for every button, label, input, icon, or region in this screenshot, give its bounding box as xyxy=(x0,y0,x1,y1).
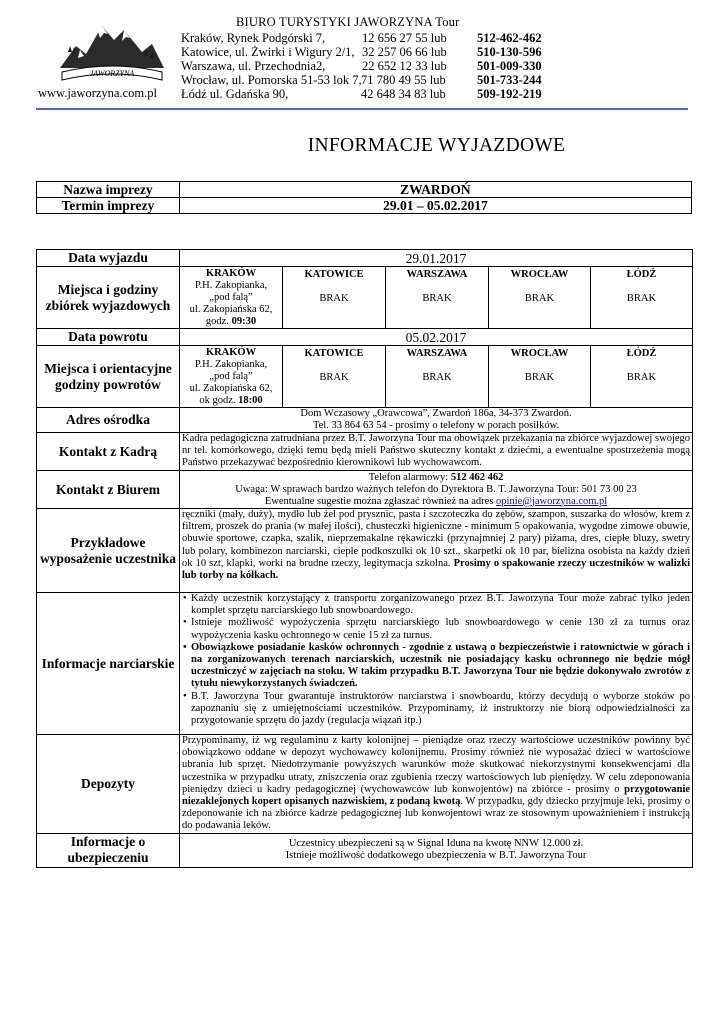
insurance-label: Informacje o ubezpieczeniu xyxy=(37,833,180,867)
staff-contact-label: Kontakt z Kadrą xyxy=(37,433,180,471)
return-warszawa: WARSZAWA BRAK xyxy=(386,346,489,408)
office-contact-label: Kontakt z Biurem xyxy=(37,471,180,509)
return-wroclaw: WROCŁAW BRAK xyxy=(489,346,591,408)
document-page: JAWORZYNA www.jaworzyna.com.pl BIURO TURYSTYKI JAWORZYNA Tour Kraków, Rynek Podgórski 7, 12 656 27 55 lub 512-462-462 Katowice, ul. Żwirki i Wigury 2/1, 32 257 06 66 lub 510-130-596 Warszawa, ul. Przechodnia2, 22 652 12 33 lub 501-009-330 Wrocław, ul. Pomorska 51-53 lok 7, 71 780 49 55 lub 501-733-244 Łódź ul. Gdańska 90, 42 648 34 83 lub 509-192-219 INFORMACJE WYJAZDOWE Nazwa imprezy ZWARDOŃ Termin imprezy 29.01 – 05.02.2017 Data wyjazdu 29.01.2017 Miejsca i godziny zbiórek wyjazdowych KRAKÓW P.H. Zakopianka, „pod falą” ul. Zakopiańska 62, godz. 09:30 KATOWICE BRAK WARSZAWA BRAK WROCŁAW BRAK ŁÓDŹ BRAK Data powrotu 05.02.2017 Miejsca i orientacyjne godziny powrotów KRAKÓW P.H. Zakopianka, „pod falą” ul. Zakopiańska 62, ok godz. 18:00 KATOWICE BRAK WARSZAWA BRAK WROCŁAW BRAK ŁÓDŹ BRAK Adres ośrodka Dom Wczasowy „Orawcowa”, Zwardoń 186a, 34-373 Zwardoń. Tel. 33 864 63 54 - prosimy o telefony w porach posiłków. Kontakt z Kadrą Kadra pedagogiczna zatrudniana przez B.T. Jaworzyna Tour ma obowiązek przekazania na zbiórce wyjazdowej swojego nr tel. komórkowego, dzięki temu będą mieli Państwo skuteczny kontakt z dziećmi, a ewentualne spostrzeżenia mogą Państwo przekazywać bezpośrednio kierownikowi lub wychowawcom. Kontakt z Biurem Telefon alarmowy: 512 462 462 Uwaga: W sprawach bardzo ważnych telefon do Dyrektora B. T. Jaworzyna Tour: 501 73 00 23 Ewentualne sugestie można zgłaszać również na adres opinie@jaworzyna.com.pl Przykładowe wyposażenie uczestnika ręczniki (mały, duży), mydło lub żel pod prysznic, pasta i szczoteczka do zębów, szampon, suszarka do włosów, krem z filtrem, proszek do prania (w małej ilości), chusteczki higieniczne - minimum 5 opakowania, wygodne zimowe obuwie, obuwie sportowe, czapka, szalik, nieprzemakalne rękawiczki (przynajmniej 2 pary) piżama, dres, ciepłe bluzy, swetry lub polary, kombinezon narciarski, ciepłe podkoszulki ok 10 szt., skarpetki ok 10 par, bielizna osobista na każdy dzień ok 10 szt, klapki, worki na brudne rzeczy, legitymacja szkolna. Prosimy o spakowanie rzeczy uczestników w walizki lub torby na kółkach. Informacje narciarskie • Każdy uczestnik korzystający z transportu zorganizowanego przez B.T. Jaworzyna Tour może zabrać tylko jeden komplet sprzętu narciarskiego lub snowboardowego. • Istnieje możliwość wypożyczenia sprzętu narciarskiego lub snowboardowego w cenie 130 zł za turnus oraz wypożyczenia kasku ochronnego w cenie 15 zł za turnus. • Obowiązkowe posiadanie kasków ochronnych - zgodnie z ustawą o bezpieczeństwie i ratownictwie w górach i na zorganizowanych terenach narciarskich, uczestnik nie posiadający kasku ochronnego nie będzie mógł uczestniczyć w zajęciach na stoku. W takim przypadku B.T. Jaworzyna Tour nie będzie dokonywało zwrotów z tytułu niewykorzystanych świadczeń. • B.T. Jaworzyna Tour gwarantuje instruktorów narciarstwa i snowboardu, którzy decydują o wyborze stoków po zapoznaniu się z umiejętnościami uczestników. Przypominamy, iż instruktorzy nie biorą odpowiedzialności za przygotowanie sprzętu do jazdy (regulacja wiązań itp.) Depozyty Przypominamy, iż wg regulaminu z karty kolonijnej – pieniądze oraz rzeczy wartościowe uczestników powinny być obowiązkowo oddane w depozyt wychowawcy kolonijnemu. Prosimy również nie wyposażać dzieci w wartościowe ubrania lub sprzęt. Niedotrzymanie powyższych warunków może skutkować niekorzystnymi konsekwencjami dla uczestnika w przypadku utraty, zniszczenia oraz zgubienia rzeczy wartościowych lub pieniędzy. W celu zdeponowania pieniędzy dzieci u kadry pedagogicznej (wychowawców lub konwojentów) na zbiórce - prosimy o przygotowanie niezaklejonych kopert opisanych nazwiskiem, z podaną kwotą. W przypadku, gdy dziecko przyjmuje leki, prosimy o zdeponowanie ich na zbiórce kadrze pedagogicznej lub konwojentowi wraz ze stosownym upoważnieniem i instrukcją do podawania leków. Informacje o ubezpieczeniu Uczestnicy ubezpieczeni są w Signal Iduna na kwotę NNW 12.000 zł. Istnieje możliwość dodatkowego ubezpieczenia w B.T. Jaworzyna Tour xyxy=(0,0,725,1024)
resort-label: Adres ośrodka xyxy=(37,408,180,433)
return-krakow: KRAKÓW P.H. Zakopianka, „pod falą” ul. Zakopiańska 62, ok godz. 18:00 xyxy=(180,346,283,408)
departure-lodz: ŁÓDŹ BRAK xyxy=(591,267,693,329)
ski-bullet: • B.T. Jaworzyna Tour gwarantuje instruktorów narciarstwa i snowboardu, którzy decydują o wyborze stoków po zapoznaniu się z umiejętnościami uczestników. Przypominamy, iż instruktorzy nie biorą odpowiedzialności za przygotowanie sprzętu do jazdy (regulacja wiązań itp.) xyxy=(191,691,690,728)
equipment-text: ręczniki (mały, duży), mydło lub żel pod prysznic, pasta i szczoteczka do zębów, szampon, suszarka do włosów, krem z filtrem, proszek do prania (w małej ilości), chusteczki higieniczne - minimum 5 opakowania, wygodne zimowe obuwie, obuwie sportowe, czapka, szalik, nieprzemakalne rękawiczki (przynajmniej 2 pary) piżama, dres, ciepłe bluzy, swetry lub polary, kombinezon narciarski, ciepłe podkoszulki ok 10 szt., skarpetki ok 10 par, bielizna osobista na każdy dzień ok 10 szt, klapki, worki na brudne rzeczy, legitymacja szkolna. Prosimy o spakowanie rzeczy uczestników w walizki lub torby na kółkach. xyxy=(180,509,693,593)
deposits-text: Przypominamy, iż wg regulaminu z karty kolonijnej – pieniądze oraz rzeczy wartościowe uczestników powinny być obowiązkowo oddane w depozyt wychowawcy kolonijnemu. Prosimy również nie wyposażać dzieci w wartościowe ubrania lub sprzęt. Niedotrzymanie powyższych warunków może skutkować niekorzystnymi konsekwencjami dla uczestnika w przypadku utraty, zniszczenia oraz zgubienia rzeczy wartościowych lub pieniędzy. W celu zdeponowania pieniędzy dzieci u kadry pedagogicznej (wychowawców lub konwojentów) na zbiórce - prosimy o przygotowanie niezaklejonych kopert opisanych nazwiskiem, z podaną kwotą. W przypadku, gdy dziecko przyjmuje leki, prosimy o zdeponowanie ich na zbiórce kadrze pedagogicznej lub konwojentowi wraz ze stosownym upoważnieniem i instrukcją do podawania leków. xyxy=(180,735,693,834)
event-table xyxy=(36,181,692,214)
departure-date-label: Data wyjazdu xyxy=(37,250,180,267)
jaworzyna-logo xyxy=(58,16,166,84)
resort-address: Dom Wczasowy „Orawcowa”, Zwardoń 186a, 34-373 Zwardoń. Tel. 33 864 63 54 - prosimy o telefony w porach posiłków. xyxy=(180,408,693,433)
event-name-label: Nazwa imprezy xyxy=(37,182,180,198)
deposits-label: Depozyty xyxy=(37,735,180,834)
departure-warszawa: WARSZAWA BRAK xyxy=(386,267,489,329)
ski-info-text xyxy=(180,593,693,735)
staff-contact-text: Kadra pedagogiczna zatrudniana przez B.T. Jaworzyna Tour ma obowiązek przekazania na zbiórce wyjazdowej swojego nr tel. komórkowego, dzięki temu będą mieli Państwo skuteczny kontakt z dziećmi, a ewentualne spostrzeżenia mogą Państwo przekazywać bezpośrednio kierownikowi lub wychowawcom. xyxy=(180,433,693,471)
insurance-text: Uczestnicy ubezpieczeni są w Signal Iduna na kwotę NNW 12.000 zł. Istnieje możliwość dodatkowego ubezpieczenia w B.T. Jaworzyna Tour xyxy=(180,833,693,867)
departure-points-label: Miejsca i godziny zbiórek wyjazdowych xyxy=(37,267,180,329)
return-points-label: Miejsca i orientacyjne godziny powrotów xyxy=(37,346,180,408)
event-date-label: Termin imprezy xyxy=(37,198,180,214)
return-lodz: ŁÓDŹ BRAK xyxy=(591,346,693,408)
event-name-value: ZWARDOŃ xyxy=(179,182,691,198)
header-divider xyxy=(36,108,688,110)
departure-katowice: KATOWICE BRAK xyxy=(283,267,386,329)
equipment-label: Przykładowe wyposażenie uczestnika xyxy=(37,509,180,593)
ski-bullet: • Każdy uczestnik korzystający z transportu zorganizowanego przez B.T. Jaworzyna Tour może zabrać tylko jeden komplet sprzętu narciarskiego lub snowboardowego. xyxy=(191,593,690,617)
ski-info-label: Informacje narciarskie xyxy=(37,593,180,735)
return-katowice: KATOWICE BRAK xyxy=(283,346,386,408)
departure-krakow: KRAKÓW P.H. Zakopianka, „pod falą” ul. Zakopiańska 62, godz. 09:30 xyxy=(180,267,283,329)
email-link[interactable]: opinie@jaworzyna.com.pl xyxy=(496,495,608,507)
ski-bullet: • Istnieje możliwość wypożyczenia sprzętu narciarskiego lub snowboardowego w cenie 130 zł za turnus oraz wypożyczenia kasku ochronnego w cenie 15 zł za turnus. xyxy=(191,617,690,641)
website-url[interactable]: www.jaworzyna.com.pl xyxy=(38,86,157,100)
page-title: INFORMACJE WYJAZDOWE xyxy=(307,135,566,156)
svg-text:JAWORZYNA: JAWORZYNA xyxy=(89,69,135,78)
agency-name: BIURO TURYSTYKI JAWORZYNA Tour xyxy=(236,15,460,29)
ski-bullet: • Obowiązkowe posiadanie kasków ochronnych - zgodnie z ustawą o bezpieczeństwie i ratownictwie w górach i na zorganizowanych terenach narciarskich, uczestnik nie posiadający kasku ochronnego nie będzie mógł uczestniczyć w zajęciach na stoku. W takim przypadku B.T. Jaworzyna Tour nie będzie dokonywało zwrotów z tytułu niewykorzystanych świadczeń. xyxy=(191,642,690,691)
event-date-value: 29.01 – 05.02.2017 xyxy=(179,198,691,214)
return-date-label: Data powrotu xyxy=(37,329,180,346)
office-contact-text: Telefon alarmowy: 512 462 462 Uwaga: W sprawach bardzo ważnych telefon do Dyrektora B. T. Jaworzyna Tour: 501 73 00 23 Ewentualne sugestie można zgłaszać również na adres opinie@jaworzyna.com.pl xyxy=(180,471,693,509)
departure-wroclaw: WROCŁAW BRAK xyxy=(489,267,591,329)
info-table xyxy=(36,249,693,868)
return-date-value: 05.02.2017 xyxy=(180,329,693,346)
departure-date-value: 29.01.2017 xyxy=(180,250,693,267)
